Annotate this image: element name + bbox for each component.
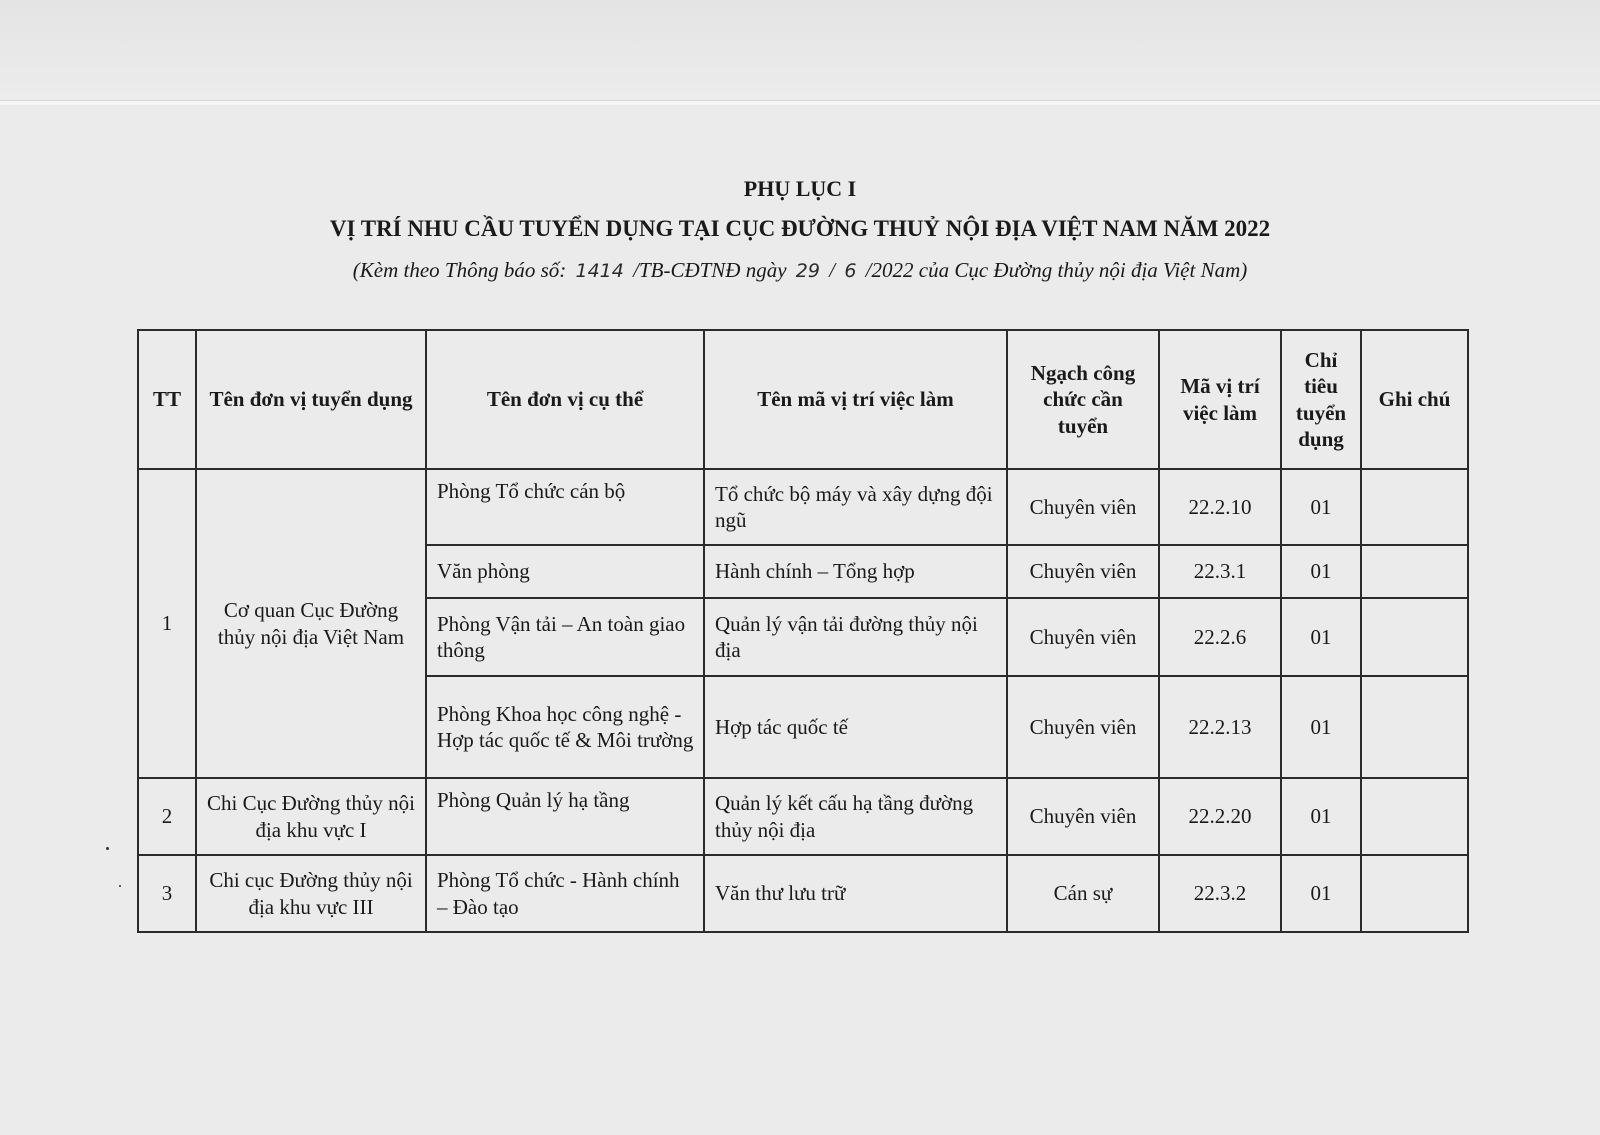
row-quota: 01 (1281, 676, 1361, 778)
row-position: Quản lý kết cấu hạ tầng đường thủy nội địa (704, 778, 1007, 855)
row-grade: Chuyên viên (1007, 469, 1159, 545)
row-tt: 2 (138, 778, 196, 855)
recruitment-table (137, 329, 1469, 933)
row-dept: Phòng Quản lý hạ tầng (426, 778, 704, 855)
row-tt: 1 (138, 469, 196, 778)
row-unit: Cơ quan Cục Đường thủy nội địa Việt Nam (196, 469, 426, 778)
note-prefix: (Kèm theo Thông báo số: (352, 258, 572, 282)
scan-top-band (0, 0, 1600, 100)
scan-speck (119, 885, 121, 887)
row-note (1361, 469, 1468, 545)
row-code: 22.3.1 (1159, 545, 1281, 598)
row-note (1361, 598, 1468, 676)
row-unit: Chi cục Đường thủy nội địa khu vực III (196, 855, 426, 932)
header-note: Ghi chú (1361, 330, 1468, 469)
header-unit: Tên đơn vị tuyển dụng (196, 330, 426, 469)
row-quota: 01 (1281, 598, 1361, 676)
row-quota: 01 (1281, 855, 1361, 932)
row-quota: 01 (1281, 545, 1361, 598)
handwritten-number: 1414 (575, 260, 624, 282)
row-quota: 01 (1281, 778, 1361, 855)
row-position: Quản lý vận tải đường thủy nội địa (704, 598, 1007, 676)
row-unit: Chi Cục Đường thủy nội địa khu vực I (196, 778, 426, 855)
row-dept: Phòng Tổ chức cán bộ (426, 469, 704, 545)
header-position: Tên mã vị trí việc làm (704, 330, 1007, 469)
row-grade: Chuyên viên (1007, 545, 1159, 598)
row-note (1361, 545, 1468, 598)
header-dept: Tên đơn vị cụ thể (426, 330, 704, 469)
row-code: 22.2.10 (1159, 469, 1281, 545)
header-code: Mã vị trí việc làm (1159, 330, 1281, 469)
document-reference-note (0, 258, 1600, 283)
header-grade: Ngạch công chức cần tuyển (1007, 330, 1159, 469)
handwritten-day: 29 (795, 260, 820, 282)
row-position: Hợp tác quốc tế (704, 676, 1007, 778)
note-mid: /TB-CĐTNĐ ngày (627, 258, 792, 282)
table-row (138, 855, 1468, 932)
row-code: 22.2.6 (1159, 598, 1281, 676)
header-quota: Chỉ tiêu tuyển dụng (1281, 330, 1361, 469)
row-grade: Chuyên viên (1007, 778, 1159, 855)
row-position: Văn thư lưu trữ (704, 855, 1007, 932)
header-tt: TT (138, 330, 196, 469)
row-quota: 01 (1281, 469, 1361, 545)
row-position: Tổ chức bộ máy và xây dựng đội ngũ (704, 469, 1007, 545)
scan-speck (106, 847, 109, 850)
handwritten-month: 6 (844, 260, 857, 282)
row-grade: Chuyên viên (1007, 676, 1159, 778)
row-note (1361, 855, 1468, 932)
note-slash: / (823, 258, 841, 282)
row-tt: 3 (138, 855, 196, 932)
row-note (1361, 676, 1468, 778)
row-code: 22.2.13 (1159, 676, 1281, 778)
table-row (138, 778, 1468, 855)
row-note (1361, 778, 1468, 855)
table-row (138, 469, 1468, 545)
table-header-row (138, 330, 1468, 469)
row-dept: Văn phòng (426, 545, 704, 598)
row-dept: Phòng Tổ chức - Hành chính – Đào tạo (426, 855, 704, 932)
row-code: 22.3.2 (1159, 855, 1281, 932)
appendix-title: PHỤ LỤC I (743, 176, 857, 201)
note-suffix: /2022 của Cục Đường thủy nội địa Việt Nam) (860, 258, 1248, 282)
row-dept: Phòng Khoa học công nghệ - Hợp tác quốc tế & Môi trường (426, 676, 704, 778)
row-position: Hành chính – Tổng hợp (704, 545, 1007, 598)
document-subtitle: VỊ TRÍ NHU CẦU TUYỂN DỤNG TẠI CỤC ĐƯỜNG THUỶ NỘI ĐỊA VIỆT NAM NĂM 2022 (329, 216, 1271, 241)
row-grade: Cán sự (1007, 855, 1159, 932)
row-dept: Phòng Vận tải – An toàn giao thông (426, 598, 704, 676)
row-code: 22.2.20 (1159, 778, 1281, 855)
row-grade: Chuyên viên (1007, 598, 1159, 676)
